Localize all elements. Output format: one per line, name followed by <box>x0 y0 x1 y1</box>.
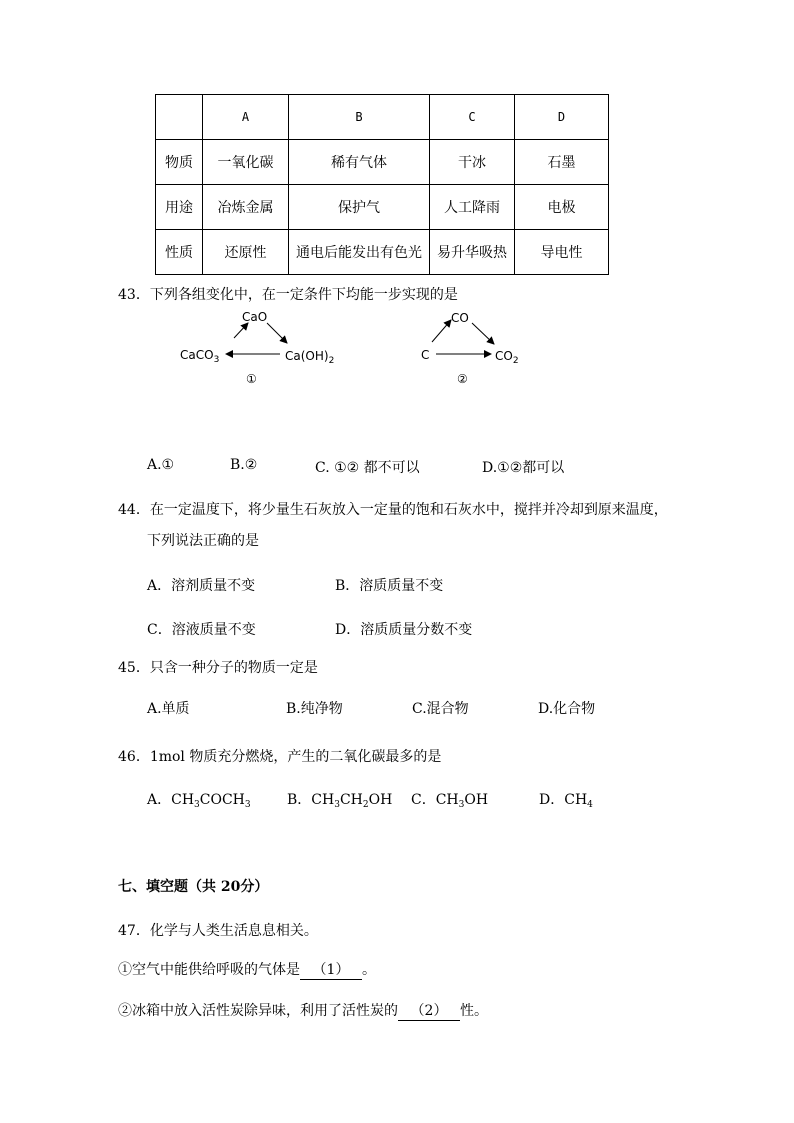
diagram1-number-label: ① <box>246 372 257 386</box>
arrow-caco3-to-cao <box>234 323 248 338</box>
answer-blank-1[interactable]: （1） <box>300 959 362 980</box>
q45-option-a: A.单质 <box>147 701 190 717</box>
question-45-stem: 45．只含一种分子的物质一定是 <box>118 660 318 676</box>
question-47-stem: 47．化学与人类生活息息相关。 <box>118 923 318 939</box>
answer-blank-2[interactable]: （2） <box>398 1000 460 1021</box>
diagram2-number-label: ② <box>457 372 468 386</box>
question-46-stem: 46．1mol 物质充分燃烧，产生的二氧化碳最多的是 <box>118 749 442 765</box>
q45-option-d: D.化合物 <box>538 701 596 717</box>
q45-option-c: C.混合物 <box>412 701 469 717</box>
q46-option-a: A．$CH_3COCH_3$ <box>147 792 251 810</box>
diagram1-right-label: $Ca(OH)_2$ <box>285 349 335 366</box>
section-title: 七、填空题（共 20分） <box>118 879 269 895</box>
table-cell: 通电后能发出有色光 <box>289 230 430 275</box>
table-header-cell: C <box>430 95 515 140</box>
table-cell: 一氧化碳 <box>203 140 289 185</box>
reaction-diagram-1 <box>170 305 350 390</box>
table-cell: 易升华吸热 <box>430 230 515 275</box>
table-cell: 物质 <box>156 140 203 185</box>
diagram2-top-label: CO <box>451 311 469 325</box>
table-cell: 保护气 <box>289 185 430 230</box>
q43-option-c: C. ①② 都不可以 <box>315 460 420 476</box>
table-row <box>156 140 609 185</box>
arrow-c-to-co <box>432 320 451 342</box>
table-cell: 稀有气体 <box>289 140 430 185</box>
table-cell: 用途 <box>156 185 203 230</box>
table-cell: 人工降雨 <box>430 185 515 230</box>
q43-option-b: B.② <box>230 457 258 473</box>
q46-option-c: C．$CH_3OH$ <box>411 792 489 810</box>
q44-option-a: A．溶剂质量不变 <box>147 578 256 594</box>
diagram1-top-label: CaO <box>242 310 268 324</box>
table-header-cell <box>156 95 203 140</box>
diagram2-left-label: C <box>421 348 430 362</box>
q47-line-1: ①空气中能供给呼吸的气体是 （1） 。 <box>118 959 376 980</box>
arrow-cao-to-caoh2 <box>267 323 287 343</box>
q46-option-b: B．$CH_3CH_2OH$ <box>287 792 393 810</box>
table-cell: 石墨 <box>515 140 609 185</box>
q45-option-b: B.纯净物 <box>286 701 343 717</box>
table-cell: 冶炼金属 <box>203 185 289 230</box>
table-cell: 干冰 <box>430 140 515 185</box>
q46-option-d: D．$CH_4$ <box>539 792 593 810</box>
table-cell: 性质 <box>156 230 203 275</box>
table-cell: 电极 <box>515 185 609 230</box>
table-cell: 还原性 <box>203 230 289 275</box>
arrow-co-to-co2 <box>472 323 494 344</box>
table-header-cell: B <box>289 95 430 140</box>
q44-option-b: B．溶质质量不变 <box>335 578 444 594</box>
table-cell: 导电性 <box>515 230 609 275</box>
table-header-row <box>156 95 609 140</box>
q44-option-c: C．溶液质量不变 <box>147 622 256 638</box>
question-44-stem-line2: 下列说法正确的是 <box>147 533 259 549</box>
table-row <box>156 230 609 275</box>
diagram1-left-label: CaCO$_3$ <box>180 348 220 365</box>
diagram2-right-label: $CO_2$ <box>495 349 519 366</box>
q43-option-a: A.① <box>147 457 175 473</box>
q43-option-d: D.①②都可以 <box>482 460 565 476</box>
table-header-cell: D <box>515 95 609 140</box>
table-row <box>156 185 609 230</box>
q47-line-2: ②冰箱中放入活性炭除异味，利用了活性炭的 （2） 性。 <box>118 1000 488 1021</box>
properties-table <box>155 94 609 275</box>
question-43-stem: 43．下列各组变化中，在一定条件下均能一步实现的是 <box>118 287 458 303</box>
question-44-stem-line1: 44．在一定温度下，将少量生石灰放入一定量的饱和石灰水中，搅拌并冷却到原来温度， <box>118 502 668 518</box>
table-header-cell: A <box>203 95 289 140</box>
q44-option-d: D．溶质质量分数不变 <box>335 622 473 638</box>
reaction-diagram-2 <box>410 305 530 390</box>
